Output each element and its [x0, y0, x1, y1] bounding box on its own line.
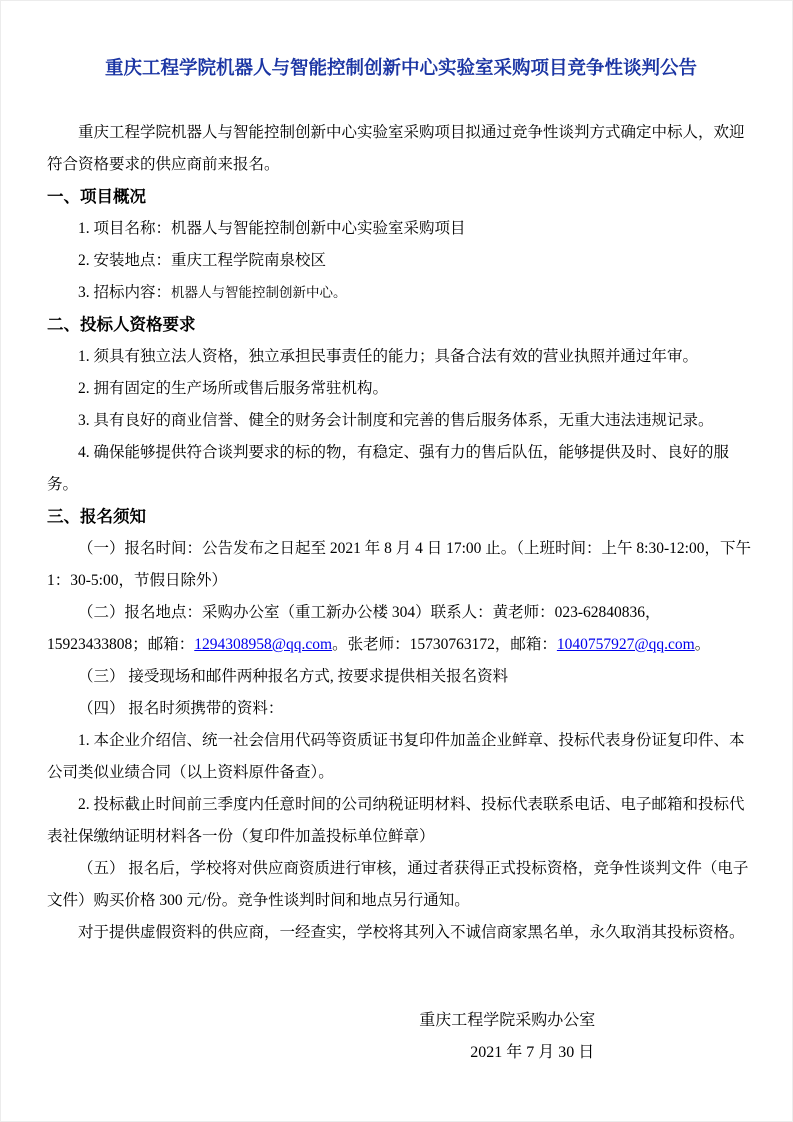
- signature-org: 重庆工程学院采购办公室: [419, 1012, 596, 1029]
- section3-review-notice: （五） 报名后，学校将对供应商资质进行审核，通过者获得正式投标资格，竞争性谈判文件（电子文件）购买价格 300 元/份。竞争性谈判时间和地点另行通知。: [47, 860, 749, 909]
- signature-date: 2021 年 7 月 30 日: [470, 1044, 595, 1061]
- section3-fraud-warning: 对于提供虚假资料的供应商，一经查实，学校将其列入不诚信商家黑名单，永久取消其投标资格。: [78, 924, 745, 941]
- section2-heading: 二、投标人资格要求: [47, 316, 196, 334]
- tender-content-label: 3. 招标内容：: [78, 284, 172, 301]
- signature-block: [259, 1005, 755, 1069]
- section1-item-project-name: 1. 项目名称：机器人与智能控制创新中心实验室采购项目: [78, 220, 466, 237]
- registration-contact-text: 。张老师：15730763172，邮箱：: [332, 636, 557, 653]
- tender-content-value: 机器人与智能控制创新中心。: [171, 285, 347, 300]
- section2-item-2: 2. 拥有固定的生产场所或售后服务常驻机构。: [78, 380, 389, 397]
- section3-materials-item-1: 1. 本企业介绍信、统一社会信用代码等资质证书复印件加盖企业鲜章、投标代表身份证复印件、本公司类似业绩合同（以上资料原件备查）。: [47, 732, 745, 781]
- email-link-huang[interactable]: 1294308958@qq.com: [194, 636, 333, 653]
- section3-registration-place: [47, 597, 755, 661]
- section1-item-install-location: 2. 安装地点：重庆工程学院南泉校区: [78, 252, 327, 269]
- registration-place-text: （二）报名地点：采购办公室（重工新办公楼 304）联系人：黄老师：023-62840836，15923433808；邮箱：: [47, 604, 661, 653]
- section1-heading: 一、项目概况: [47, 188, 146, 206]
- section3-required-materials-heading: （四） 报名时须携带的资料：: [78, 700, 284, 717]
- registration-place-period: 。: [694, 636, 711, 653]
- email-link-zhang[interactable]: 1040757927@qq.com: [556, 636, 695, 653]
- section3-materials-item-2: 2. 投标截止时间前三季度内任意时间的公司纳税证明材料、投标代表联系电话、电子邮箱和投标代表社保缴纳证明材料各一份（复印件加盖投标单位鲜章）: [47, 796, 745, 845]
- section2-item-3: 3. 具有良好的商业信誉、健全的财务会计制度和完善的售后服务体系，无重大违法违规记录。: [78, 412, 714, 429]
- section2-item-1: 1. 须具有独立法人资格，独立承担民事责任的能力；具备合法有效的营业执照并通过年审。: [78, 348, 699, 365]
- intro-paragraph: 重庆工程学院机器人与智能控制创新中心实验室采购项目拟通过竞争性谈判方式确定中标人，欢迎符合资格要求的供应商前来报名。: [47, 124, 745, 173]
- section3-heading: 三、报名须知: [47, 508, 146, 526]
- document-title: 重庆工程学院机器人与智能控制创新中心实验室采购项目竞争性谈判公告: [104, 57, 697, 78]
- section2-item-4: 4. 确保能够提供符合谈判要求的标的物，有稳定、强有力的售后队伍，能够提供及时、良好的服务。: [47, 444, 730, 493]
- section3-registration-method: （三） 接受现场和邮件两种报名方式, 按要求提供相关报名资料: [78, 668, 509, 685]
- section3-registration-time: （一）报名时间：公告发布之日起至 2021 年 8 月 4 日 17:00 止。（上班时间：上午 8:30-12:00，下午 1：30-5:00，节假日除外）: [47, 540, 751, 589]
- section1-item-tender-content: [47, 277, 755, 309]
